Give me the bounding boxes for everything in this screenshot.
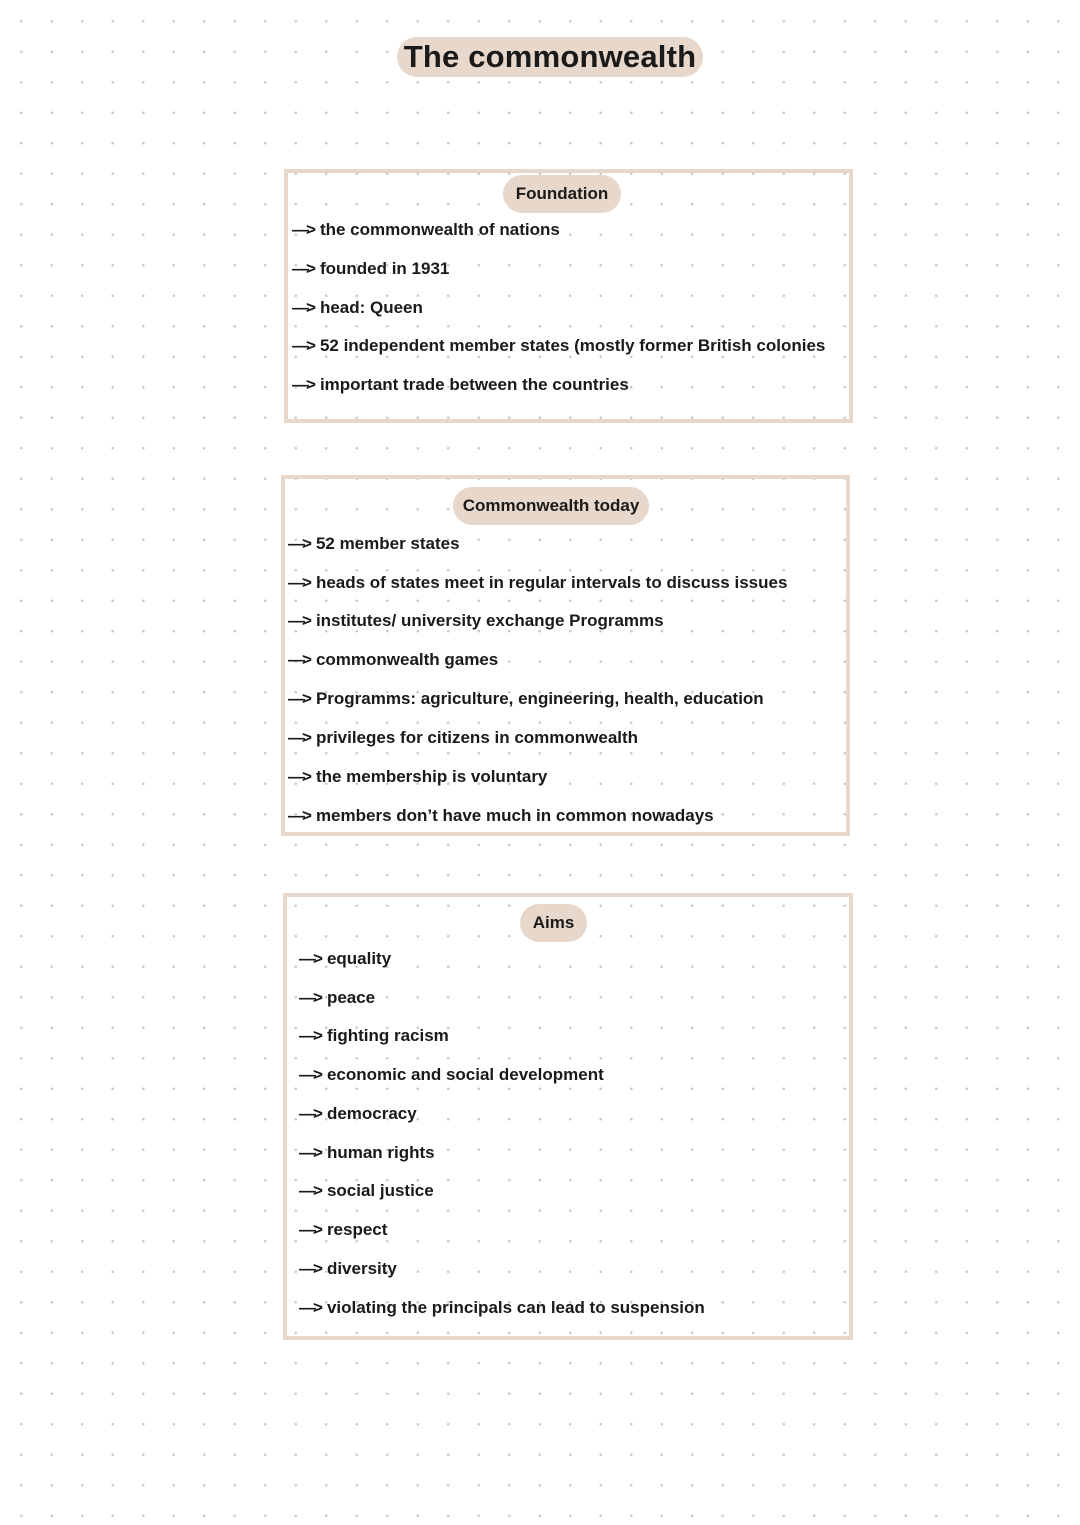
- aims-heading: Aims: [520, 904, 587, 942]
- arrow-icon: —>: [299, 1026, 320, 1045]
- arrow-icon: —>: [292, 375, 313, 394]
- list-item: —> members don’t have much in common nowadays: [288, 806, 714, 825]
- arrow-icon: —>: [292, 298, 313, 317]
- list-item: —> equality: [299, 949, 392, 968]
- list-item: —> the membership is voluntary: [288, 767, 548, 786]
- arrow-icon: —>: [288, 689, 309, 708]
- list-item: —> heads of states meet in regular intervals to discuss issues: [288, 573, 788, 592]
- list-item: —> the commonwealth of nations: [292, 220, 560, 239]
- arrow-icon: —>: [292, 259, 313, 278]
- arrow-icon: —>: [299, 1065, 320, 1084]
- list-item: —> human rights: [299, 1143, 435, 1162]
- page-title: The commonwealth: [397, 37, 703, 77]
- list-item: —> founded in 1931: [292, 259, 450, 278]
- list-item: —> social justice: [299, 1181, 434, 1200]
- arrow-icon: —>: [292, 336, 313, 355]
- list-item: —> democracy: [299, 1104, 417, 1123]
- arrow-icon: —>: [288, 573, 309, 592]
- arrow-icon: —>: [299, 1259, 320, 1278]
- arrow-icon: —>: [288, 767, 309, 786]
- arrow-icon: —>: [299, 1220, 320, 1239]
- arrow-icon: —>: [288, 728, 309, 747]
- commonwealth-today-heading: Commonwealth today: [453, 487, 649, 525]
- arrow-icon: —>: [299, 1298, 320, 1317]
- arrow-icon: —>: [299, 949, 320, 968]
- arrow-icon: —>: [299, 988, 320, 1007]
- list-item: —> privileges for citizens in commonwealth: [288, 728, 639, 747]
- arrow-icon: —>: [299, 1104, 320, 1123]
- list-item: —> 52 independent member states (mostly former British colonies: [292, 336, 826, 355]
- list-item: —> diversity: [299, 1259, 397, 1278]
- arrow-icon: —>: [299, 1181, 320, 1200]
- list-item: —> head: Queen: [292, 298, 423, 317]
- list-item: —> Programms: agriculture, engineering, health, education: [288, 689, 764, 708]
- arrow-icon: —>: [288, 650, 309, 669]
- foundation-heading: Foundation: [503, 175, 621, 213]
- arrow-icon: —>: [288, 534, 309, 553]
- arrow-icon: —>: [288, 806, 309, 825]
- list-item: —> violating the principals can lead to suspension: [299, 1298, 705, 1317]
- list-item: —> fighting racism: [299, 1026, 449, 1045]
- list-item: —> commonwealth games: [288, 650, 499, 669]
- list-item: —> economic and social development: [299, 1065, 604, 1084]
- arrow-icon: —>: [292, 220, 313, 239]
- list-item: —> 52 member states: [288, 534, 460, 553]
- arrow-icon: —>: [288, 611, 309, 630]
- list-item: —> institutes/ university exchange Programms: [288, 611, 664, 630]
- list-item: —> respect: [299, 1220, 388, 1239]
- list-item: —> important trade between the countries: [292, 375, 629, 394]
- list-item: —> peace: [299, 988, 376, 1007]
- arrow-icon: —>: [299, 1143, 320, 1162]
